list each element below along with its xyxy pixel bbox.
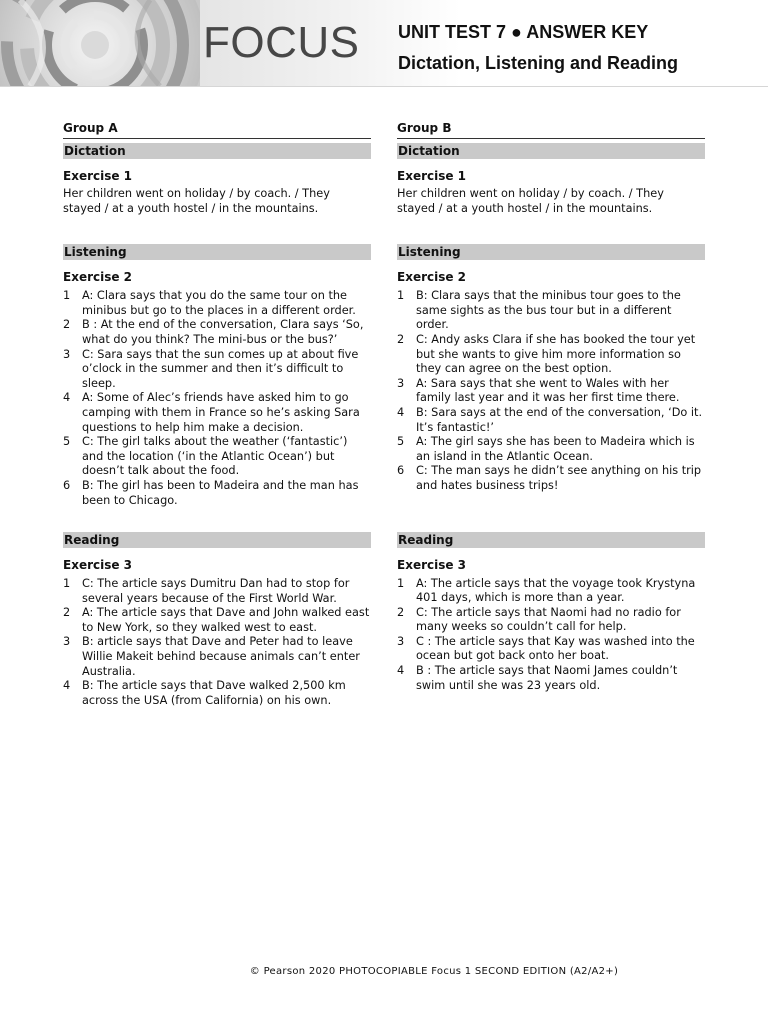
exercise-title: Exercise 1 [63, 169, 133, 183]
item-number: 2 [63, 318, 71, 332]
item-number: 1 [397, 289, 405, 303]
item-number: 4 [63, 391, 71, 405]
item-number: 2 [397, 332, 405, 346]
listening-heading: Listening [63, 244, 371, 260]
exercise-title: Exercise 2 [63, 270, 133, 285]
list-item [397, 406, 705, 435]
page-header [0, 0, 768, 86]
answer-list [397, 577, 705, 694]
item-text: B: Clara says that the minibus tour goes to the same sights as the bus tour but in a different order. [416, 289, 681, 332]
item-number: 3 [397, 376, 405, 390]
item-text: B: The girl has been to Madeira and the man has been to Chicago. [82, 478, 359, 507]
list-item [397, 464, 705, 493]
item-number: 2 [397, 605, 405, 619]
list-item [397, 664, 705, 693]
dictation-heading: Dictation [397, 143, 705, 159]
item-number: 1 [397, 576, 405, 590]
item-number: 4 [397, 664, 405, 678]
item-text: A: The girl says she has been to Madeira which is an island in the Atlantic Ocean. [416, 435, 695, 463]
focus-logo-text: FOCUS [203, 18, 360, 67]
item-text: A: Clara says that you do the same tour on the minibus but go to the places in a different order. [82, 289, 356, 317]
list-item [63, 289, 371, 318]
list-item [397, 333, 705, 377]
list-item [63, 348, 371, 392]
reading-heading: Reading [397, 532, 705, 548]
list-item [63, 479, 371, 508]
list-item [397, 289, 705, 333]
item-text: B : The article says that Naomi James couldn’t swim until she was 23 years old. [416, 664, 678, 692]
exercise-title: Exercise 1 [397, 169, 467, 183]
list-item [63, 391, 371, 435]
item-text: A: Sara says that she went to Wales with her family last year and it was her first time there. [416, 376, 680, 405]
item-text: C : The article says that Kay was washed into the ocean but got back onto her boat. [416, 634, 695, 663]
item-number: 5 [397, 435, 405, 449]
list-item [397, 435, 705, 464]
item-number: 6 [63, 478, 71, 492]
group-title: Group B [397, 120, 705, 139]
listening-heading: Listening [397, 244, 705, 260]
dictation-text: Her children went on holiday / by coach. / They stayed / at a youth hostel / in the mountains. [397, 187, 664, 215]
list-item [63, 577, 371, 606]
reading-heading: Reading [63, 532, 371, 548]
group-b-column [397, 120, 705, 693]
list-item [63, 435, 371, 479]
list-item [63, 318, 371, 347]
page-footer: © Pearson 2020 PHOTOCOPIABLE Focus 1 SECOND EDITION (A2/A2+) [249, 966, 619, 977]
item-number: 1 [63, 289, 71, 303]
item-text: A: Some of Alec’s friends have asked him to go camping with them in France so he’s asking Sara questions to help him make a decision. [82, 391, 360, 434]
item-text: C: Andy asks Clara if she has booked the tour yet but she wants to give him more information so they can agree on the best option. [416, 332, 696, 376]
item-number: 5 [63, 435, 71, 449]
group-a-column [63, 120, 371, 708]
focus-swirl-logo-icon [0, 0, 200, 86]
item-text: C: The article says that Naomi had no radio for many weeks so couldn’t call for help. [416, 605, 681, 634]
exercise-title: Exercise 3 [397, 557, 467, 572]
item-text: C: The girl talks about the weather (‘fantastic’) and the location (‘in the Atlantic Ocean’) but doesn’t talk about the food. [82, 435, 348, 478]
dictation-heading: Dictation [63, 143, 371, 159]
group-title: Group A [63, 120, 371, 139]
answer-list [63, 289, 371, 508]
item-text: A: The article says that the voyage took Krystyna 401 days, which is more than a year. [416, 576, 696, 605]
item-number: 2 [63, 606, 71, 620]
dictation-text: Her children went on holiday / by coach. / They stayed / at a youth hostel / in the mountains. [63, 187, 330, 215]
exercise-title: Exercise 2 [397, 270, 467, 285]
item-number: 3 [397, 634, 405, 648]
header-divider [0, 86, 768, 87]
item-number: 6 [397, 464, 405, 478]
item-number: 4 [397, 405, 405, 419]
item-text: A: The article says that Dave and John walked east to New York, so they walked west to east. [82, 606, 370, 634]
list-item [397, 606, 705, 635]
list-item [397, 377, 705, 406]
list-item [63, 679, 371, 708]
list-item [63, 635, 371, 679]
list-item [63, 606, 371, 635]
item-number: 1 [63, 577, 71, 591]
item-text: C: The article says Dumitru Dan had to stop for several years because of the First World War. [82, 577, 350, 605]
item-text: B: article says that Dave and Peter had to leave Willie Makeit behind because animals can’t enter Australia. [82, 635, 360, 678]
item-number: 3 [63, 347, 71, 361]
page-title: UNIT TEST 7 ● ANSWER KEY [398, 22, 649, 42]
item-text: B: The article says that Dave walked 2,500 km across the USA (from California) on his own. [82, 679, 346, 707]
item-text: B: Sara says at the end of the conversation, ‘Do it. It’s fantastic!’ [416, 405, 703, 434]
item-text: C: The man says he didn’t see anything on his trip and hates business trips! [416, 464, 702, 492]
item-text: C: Sara says that the sun comes up at about five o’clock in the summer and then it’s difficult to sleep. [82, 347, 359, 390]
page-subtitle: Dictation, Listening and Reading [398, 53, 679, 73]
exercise-title: Exercise 3 [63, 558, 133, 573]
list-item [397, 635, 705, 664]
answer-list [63, 577, 371, 708]
item-number: 4 [63, 679, 71, 693]
list-item [397, 577, 705, 606]
item-number: 3 [63, 635, 71, 649]
item-text: B : At the end of the conversation, Clara says ‘So, what do you think? The mini-bus or the bus?’ [82, 318, 364, 346]
answer-list [397, 289, 705, 493]
